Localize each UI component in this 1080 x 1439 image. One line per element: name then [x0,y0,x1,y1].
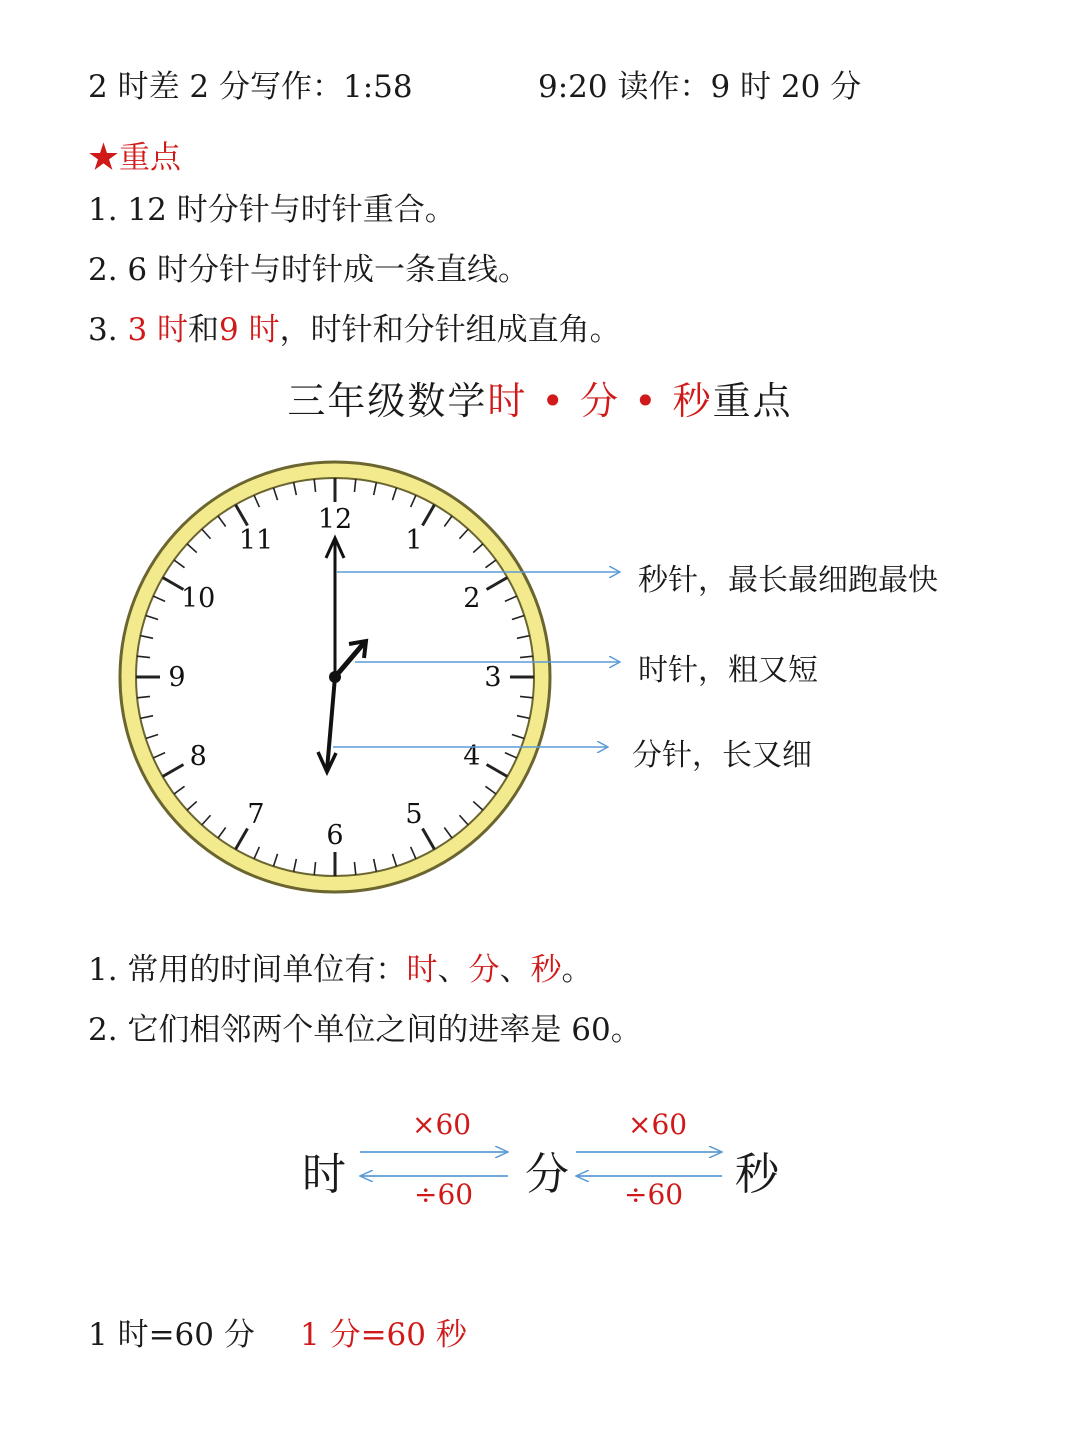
units-item-1-prefix: 1. 常用的时间单位有： [88,952,407,988]
units-item-1 [88,952,593,988]
conversion-minute: 分 [525,1149,569,1200]
clock-numeral-4: 4 [463,741,481,772]
units-item-2: 2. 它们相邻两个单位之间的进率是 60。 [88,1012,642,1048]
unit-second: 秒 [530,952,562,988]
minute-hand-label: 分针，长又细 [632,738,812,773]
units-item-1-end: 。 [561,952,593,988]
conversion-multiply-1: ×60 [412,1108,472,1141]
key-point-3 [88,312,621,348]
key-point-2: 2. 6 时分针与时针成一条直线。 [88,252,530,288]
clock-numeral-7: 7 [247,798,265,830]
clock-numeral-9: 9 [168,662,186,693]
key-point-3-red2: 9 时 [219,312,280,348]
unit-sep-2: 、 [499,952,531,988]
clock-numeral-5: 5 [405,798,423,830]
hour-hand-label: 时针，粗又短 [638,653,818,688]
conversion-multiply-2: ×60 [628,1108,688,1141]
key-point-3-prefix: 3. [88,312,128,348]
page-title [0,370,1080,425]
key-point-1: 1. 12 时分针与时针重合。 [88,192,456,228]
top-line-left: 2 时差 2 分写作：1:58 [88,69,413,105]
unit-hour: 时 [406,952,438,988]
clock-numeral-3: 3 [484,662,502,693]
key-point-3-mid: 和 [188,312,220,348]
bottom-hour-equation: 1 时=60 分 [88,1317,255,1353]
title-prefix: 三年级数学 [287,379,488,423]
conversion-divide-1: ÷60 [414,1178,474,1211]
clock-center [329,671,341,683]
clock-numeral-1: 1 [405,525,423,557]
clock-numeral-6: 6 [326,820,344,851]
conversion-divide-2: ÷60 [624,1178,684,1211]
clock-numeral-11: 11 [238,525,274,557]
second-hand-label: 秒针，最长最细跑最快 [638,563,938,598]
unit-sep-1: 、 [437,952,469,988]
key-point-3-suffix: ，时针和分针组成直角。 [279,312,621,348]
title-suffix: 重点 [712,379,793,423]
conversion-arrows [280,1100,740,1200]
title-red: 时 • 分 • 秒 [487,379,713,423]
key-point-3-red1: 3 时 [127,312,189,348]
bottom-minute-equation: 1 分=60 秒 [300,1317,467,1353]
clock-numeral-8: 8 [189,741,207,772]
conversion-hour: 时 [302,1149,346,1200]
clock-numeral-2: 2 [463,583,481,614]
clock-diagram [0,440,1080,910]
conversion-second: 秒 [735,1149,779,1200]
unit-minute: 分 [468,952,500,988]
clock-numeral-10: 10 [180,583,216,614]
top-line-right: 9:20 读作：9 时 20 分 [538,69,862,105]
clock-numeral-12: 12 [317,504,353,535]
key-points-heading: ★重点 [88,140,181,176]
